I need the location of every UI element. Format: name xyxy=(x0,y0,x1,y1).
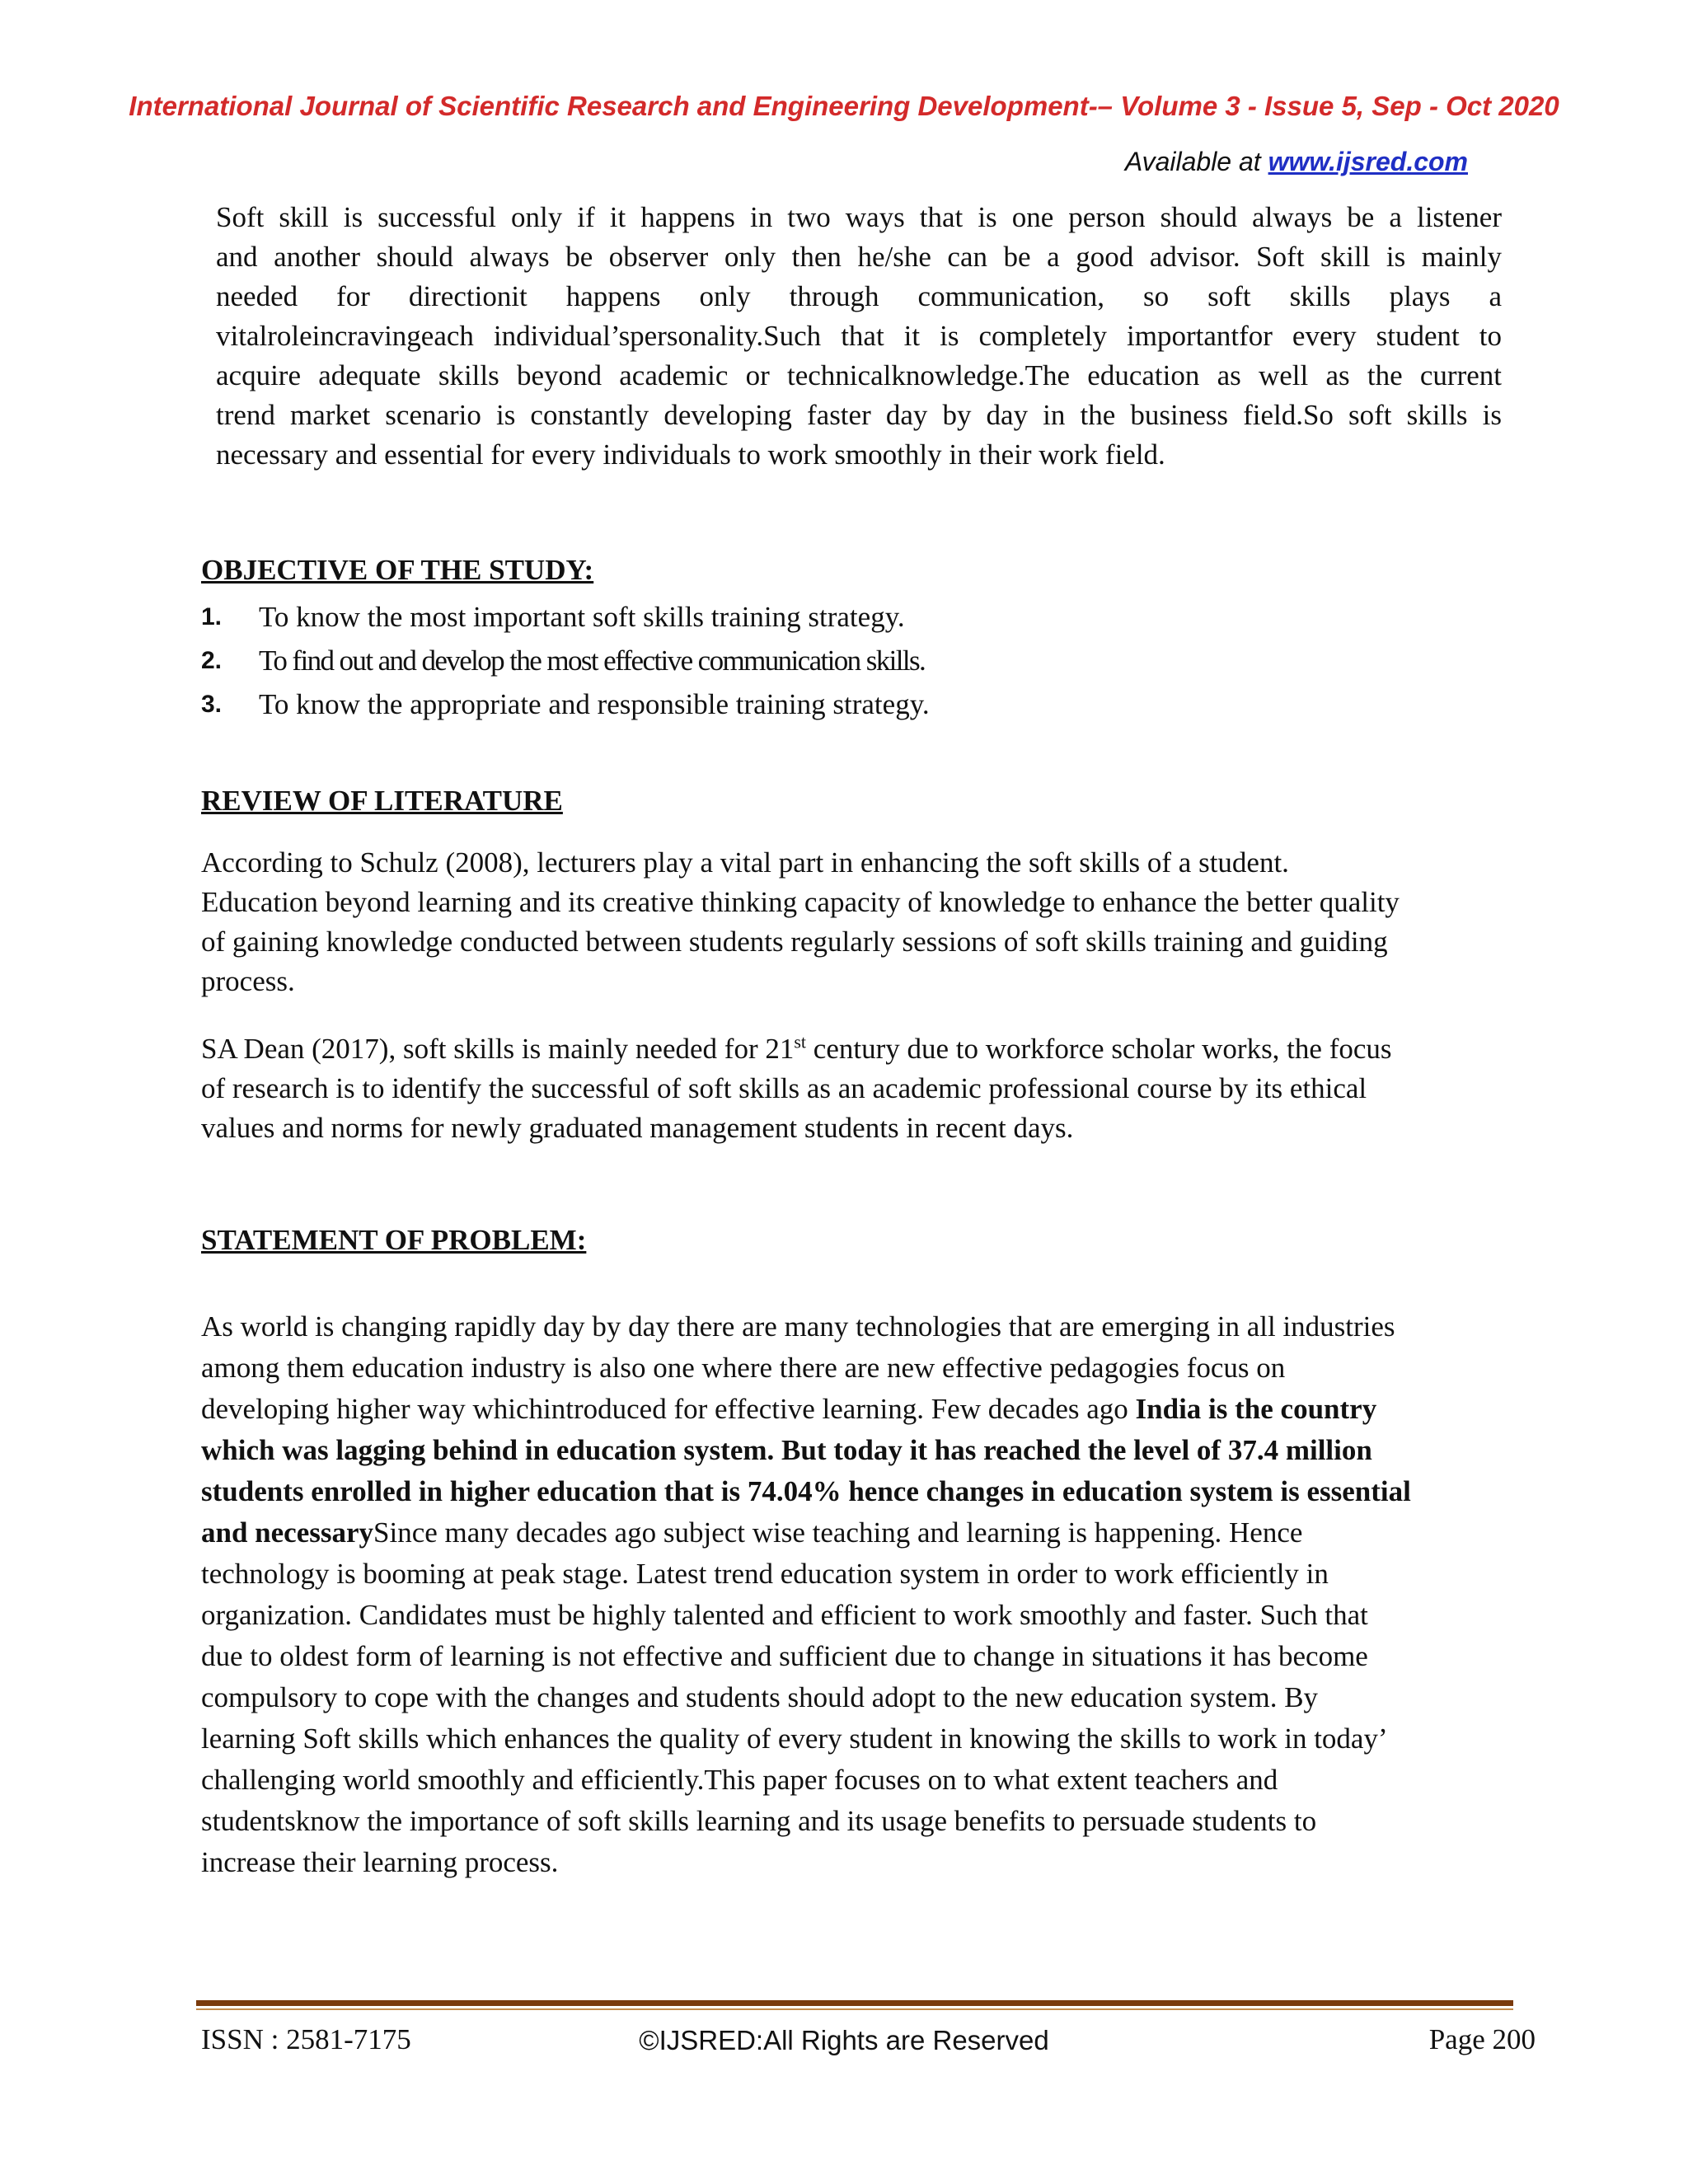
review-line: Education beyond learning and its creative thinking capacity of knowledge to enhance the better quality xyxy=(201,886,1400,918)
journal-website-link[interactable]: www.ijsred.com xyxy=(1268,147,1468,176)
problem-line: due to oldest form of learning is not effective and sufficient due to change in situations it has become xyxy=(201,1640,1368,1672)
problem-line xyxy=(201,1389,1536,1430)
intro-line: and another should always be observer only then he/she can be a good advisor. Soft skill is mainly xyxy=(216,241,1502,273)
problem-line: learning Soft skills which enhances the quality of every student in knowing the skills to work in today’ xyxy=(201,1722,1388,1755)
problem-text: Since many decades ago subject wise teaching and learning is happening. Hence xyxy=(373,1516,1303,1549)
objective-number: 2. xyxy=(201,647,223,674)
review-line: of research is to identify the successful of soft skills as an academic professional course by its ethical xyxy=(201,1072,1367,1104)
intro-line: acquire adequate skills beyond academic or technicalknowledge.The education as well as the current xyxy=(216,359,1502,391)
intro-line: Soft skill is successful only if it happens in two ways that is one person should always be a listener xyxy=(216,201,1502,233)
objective-heading: OBJECTIVE OF THE STUDY: xyxy=(201,554,594,586)
objective-text: To know the appropriate and responsible training strategy. xyxy=(259,688,930,720)
objective-text: To know the most important soft skills training strategy. xyxy=(259,601,905,633)
objective-text: To find out and develop the most effective communication skills. xyxy=(259,644,926,677)
objective-item xyxy=(201,639,1520,682)
problem-line: organization. Candidates must be highly talented and efficient to work smoothly and faster. Such that xyxy=(201,1599,1368,1631)
available-prefix: Available at xyxy=(1124,147,1268,176)
review-text: SA Dean (2017), soft skills is mainly needed for 21 xyxy=(201,1033,795,1065)
review-text: century due to workforce scholar works, the focus xyxy=(806,1033,1392,1065)
intro-line: vitalroleincravingeach individual’spersonality.Such that it is completely importantfor every student to xyxy=(216,320,1502,352)
problem-line: studentsknow the importance of soft skills learning and its usage benefits to persuade students to xyxy=(201,1805,1317,1837)
intro-line: trend market scenario is constantly developing faster day by day in the business field.So soft skills is xyxy=(216,399,1502,431)
review-line: process. xyxy=(201,965,295,997)
footer-page-number: Page 200 xyxy=(1428,2023,1536,2055)
problem-line: increase their learning process. xyxy=(201,1846,559,1878)
objective-number: 1. xyxy=(201,603,223,630)
footer-copyright: ©IJSRED:All Rights are Reserved xyxy=(639,2025,1049,2055)
journal-header: International Journal of Scientific Research and Engineering Development-– Volume 3 - Issue 5, Sep - Oct 2020 xyxy=(129,91,1559,121)
review-paragraph-2 xyxy=(201,1029,1520,1148)
problem-line: compulsory to cope with the changes and students should adopt to the new education system. By xyxy=(201,1681,1319,1713)
footer-rule-thin xyxy=(196,2008,1513,2010)
objective-number: 3. xyxy=(201,691,223,718)
problem-line xyxy=(201,1512,1536,1554)
review-line: According to Schulz (2008), lecturers play a vital part in enhancing the soft skills of a student. xyxy=(201,846,1289,879)
footer-issn: ISSN : 2581-7175 xyxy=(201,2023,411,2055)
footer-rule xyxy=(196,2000,1513,2006)
problem-emphasis-line: which was lagging behind in education system. But today it has reached the level of 37.4 million xyxy=(201,1434,1372,1466)
review-line xyxy=(201,1029,1520,1069)
objective-list xyxy=(201,595,1520,726)
availability-line xyxy=(1125,147,1468,177)
problem-emphasis: India is the country xyxy=(1135,1393,1377,1425)
review-paragraph-1 xyxy=(201,843,1520,1001)
intro-paragraph xyxy=(216,198,1502,475)
intro-line: necessary and essential for every individuals to work smoothly in their work field. xyxy=(216,438,1165,471)
intro-line: needed for directionit happens only through communication, so soft skills plays a xyxy=(216,280,1502,312)
objective-item xyxy=(201,595,1520,639)
problem-paragraph xyxy=(201,1306,1536,1883)
problem-emphasis-line: students enrolled in higher education that is 74.04% hence changes in education system is essential xyxy=(201,1475,1411,1507)
problem-line: As world is changing rapidly day by day there are many technologies that are emerging in all industries xyxy=(201,1310,1395,1343)
review-line: values and norms for newly graduated management students in recent days. xyxy=(201,1112,1074,1144)
superscript: st xyxy=(794,1031,807,1052)
problem-text: developing higher way whichintroduced for effective learning. Few decades ago xyxy=(201,1393,1136,1425)
problem-emphasis: and necessary xyxy=(201,1516,374,1549)
problem-heading: STATEMENT OF PROBLEM: xyxy=(201,1224,587,1256)
objective-item xyxy=(201,682,1520,726)
problem-line: technology is booming at peak stage. Latest trend education system in order to work efficiently in xyxy=(201,1558,1329,1590)
problem-line: challenging world smoothly and efficiently.This paper focuses on to what extent teachers and xyxy=(201,1764,1278,1796)
review-heading: REVIEW OF LITERATURE xyxy=(201,785,563,817)
problem-line: among them education industry is also one where there are new effective pedagogies focus on xyxy=(201,1352,1286,1384)
review-line: of gaining knowledge conducted between students regularly sessions of soft skills training and guiding xyxy=(201,926,1388,958)
